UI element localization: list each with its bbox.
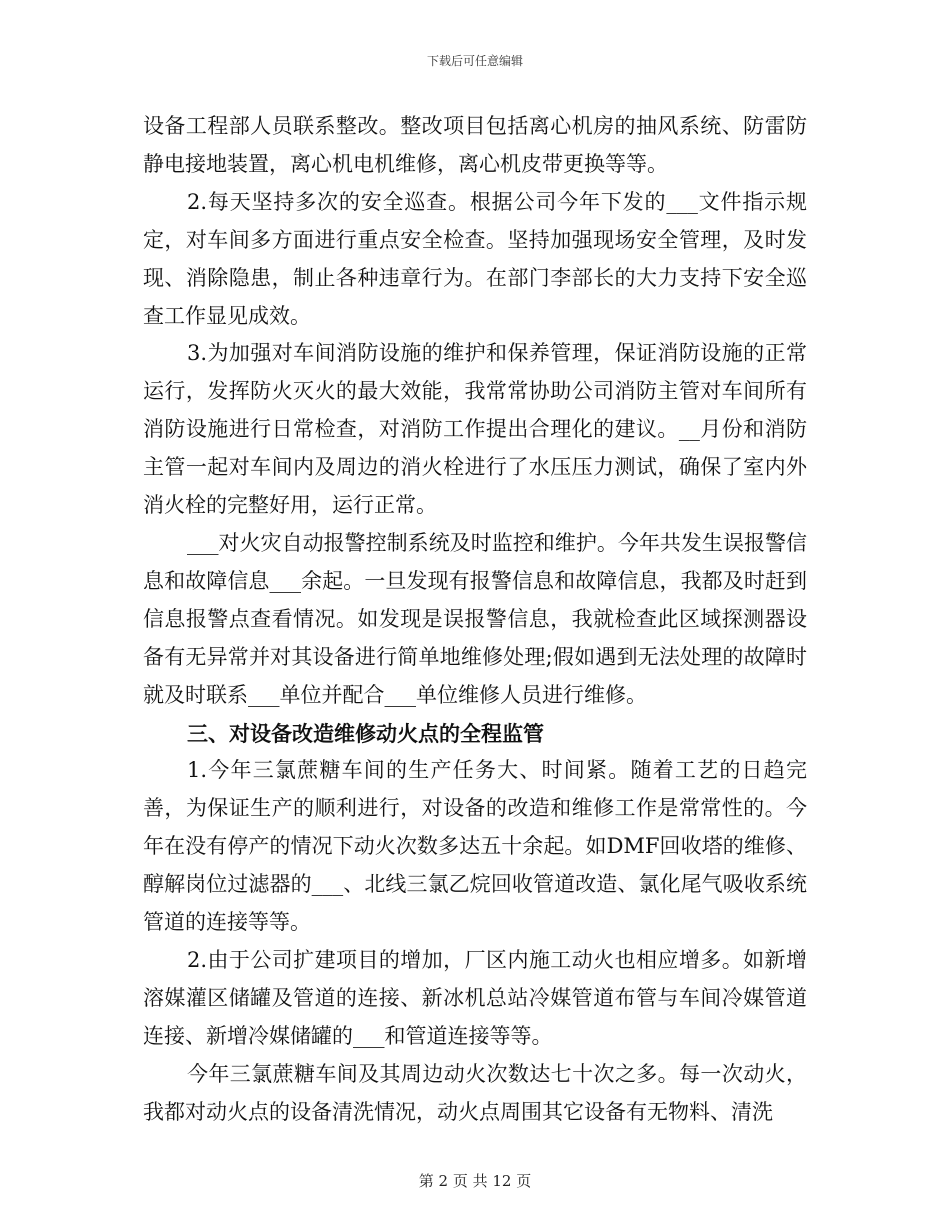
paragraph-1: 设备工程部人员联系整改。整改项目包括离心机房的抽风系统、防雷防静电接地装置，离心机电机维修，离心机皮带更换等等。	[143, 114, 807, 176]
paragraph-4: ___对火灾自动报警控制系统及时监控和维护。今年共发生误报警信息和故障信息___余起。一旦发现有报警信息和故障信息，我都及时赶到信息报警点查看情况。如发现是误报警信息，我就检查此区域探测器设备有无异常并对其设备进行简单地维修处理;假如遇到无法处理的故障时就及时联系___单位并配合___单位维修人员进行维修。	[143, 530, 807, 707]
paragraph-6: 2.由于公司扩建项目的增加，厂区内施工动火也相应增多。如新增溶媒灌区储罐及管道的连接、新冰机总站冷媒管道布管与车间冷媒管道连接、新增冷媒储罐的___和管道连接等等。	[143, 947, 807, 1048]
paragraph-2: 2.每天坚持多次的安全巡查。根据公司今年下发的___文件指示规定，对车间多方面进行重点安全检查。坚持加强现场安全管理，及时发现、消除隐患，制止各种违章行为。在部门李部长的大力支持下安全巡查工作显见成效。	[143, 189, 807, 328]
page-footer: 第 2 页 共 12 页	[418, 1172, 532, 1190]
paragraph-7: 今年三氯蔗糖车间及其周边动火次数达七十次之多。每一次动火，我都对动火点的设备清洗情况，动火点周围其它设备有无物料、清洗	[143, 1061, 807, 1124]
section-heading: 三、对设备改造维修动火点的全程监管	[187, 720, 544, 746]
page-body	[143, 108, 807, 1131]
paragraph-5: 1.今年三氯蔗糖车间的生产任务大、时间紧。随着工艺的日趋完善，为保证生产的顺利进行，对设备的改造和维修工作是常常性的。今年在没有停产的情况下动火次数多达五十余起。如DMF回收塔的维修、醇解岗位过滤器的___、北线三氯乙烷回收管道改造、氯化尾气吸收系统管道的连接等等。	[143, 758, 807, 935]
paragraph-3: 3.为加强对车间消防设施的维护和保养管理，保证消防设施的正常运行，发挥防火灭火的最大效能，我常常协助公司消防主管对车间所有消防设施进行日常检查，对消防工作提出合理化的建议。__月份和消防主管一起对车间内及周边的消火栓进行了水压压力测试，确保了室内外消火栓的完整好用，运行正常。	[143, 341, 807, 518]
page-header: 下载后可任意编辑	[426, 54, 523, 68]
